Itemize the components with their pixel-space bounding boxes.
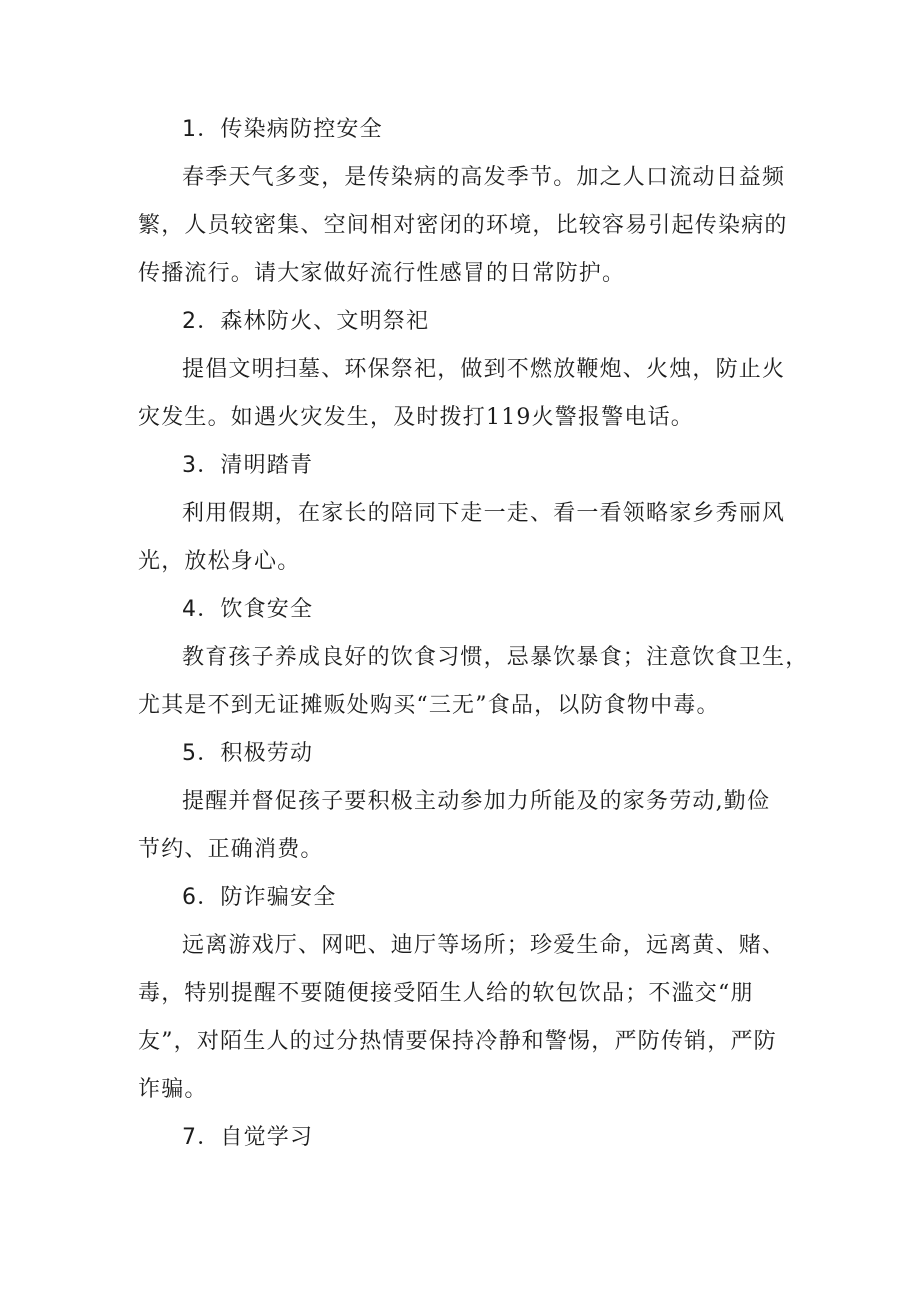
paragraph-line: 繁，人员较密集、空间相对密闭的环境，比较容易引起传染病的 (138, 213, 788, 238)
paragraph-line: 教育孩子养成良好的饮食习惯，忌暴饮暴食；注意饮食卫生， (182, 645, 809, 670)
paragraph-line: 利用假期，在家长的陪同下走一走、看一看领略家乡秀丽风 (182, 501, 786, 526)
section-heading-6: 6．防诈骗安全 (182, 885, 337, 910)
paragraph-line: 灾发生。如遇火灾发生，及时拨打119火警报警电话。 (138, 405, 694, 430)
document-body (138, 106, 809, 1162)
paragraph-line: 光，放松身心。 (138, 549, 301, 574)
paragraph-line: 传播流行。请大家做好流行性感冒的日常防护。 (138, 261, 626, 286)
paragraph-line: 提醒并督促孩子要积极主动参加力所能及的家务劳动,勤俭 (182, 789, 771, 814)
section-heading-2: 2．森林防火、文明祭祀 (182, 309, 430, 334)
paragraph-line: 远离游戏厅、网吧、迪厅等场所；珍爱生命，远离黄、赌、 (182, 933, 786, 958)
paragraph-line: 节约、正确消费。 (138, 837, 324, 862)
section-heading-5: 5．积极劳动 (182, 741, 314, 766)
paragraph-line: 尤其是不到无证摊贩处购买“三无”食品，以防食物中毒。 (138, 693, 720, 718)
paragraph-line: 毒，特别提醒不要随便接受陌生人给的软包饮品；不滥交“朋 (138, 981, 754, 1006)
section-heading-4: 4．饮食安全 (182, 597, 314, 622)
section-heading-7: 7．自觉学习 (182, 1125, 314, 1150)
paragraph-line: 提倡文明扫墓、环保祭祀，做到不燃放鞭炮、火烛，防止火 (182, 357, 786, 382)
section-heading-3: 3．清明踏青 (182, 453, 314, 478)
paragraph-line: 友”，对陌生人的过分热情要保持冷静和警惕，严防传销，严防 (138, 1029, 777, 1054)
paragraph-line: 春季天气多变，是传染病的高发季节。加之人口流动日益频 (182, 165, 786, 190)
paragraph-line: 诈骗。 (138, 1077, 208, 1102)
section-heading-1: 1．传染病防控安全 (182, 117, 383, 142)
